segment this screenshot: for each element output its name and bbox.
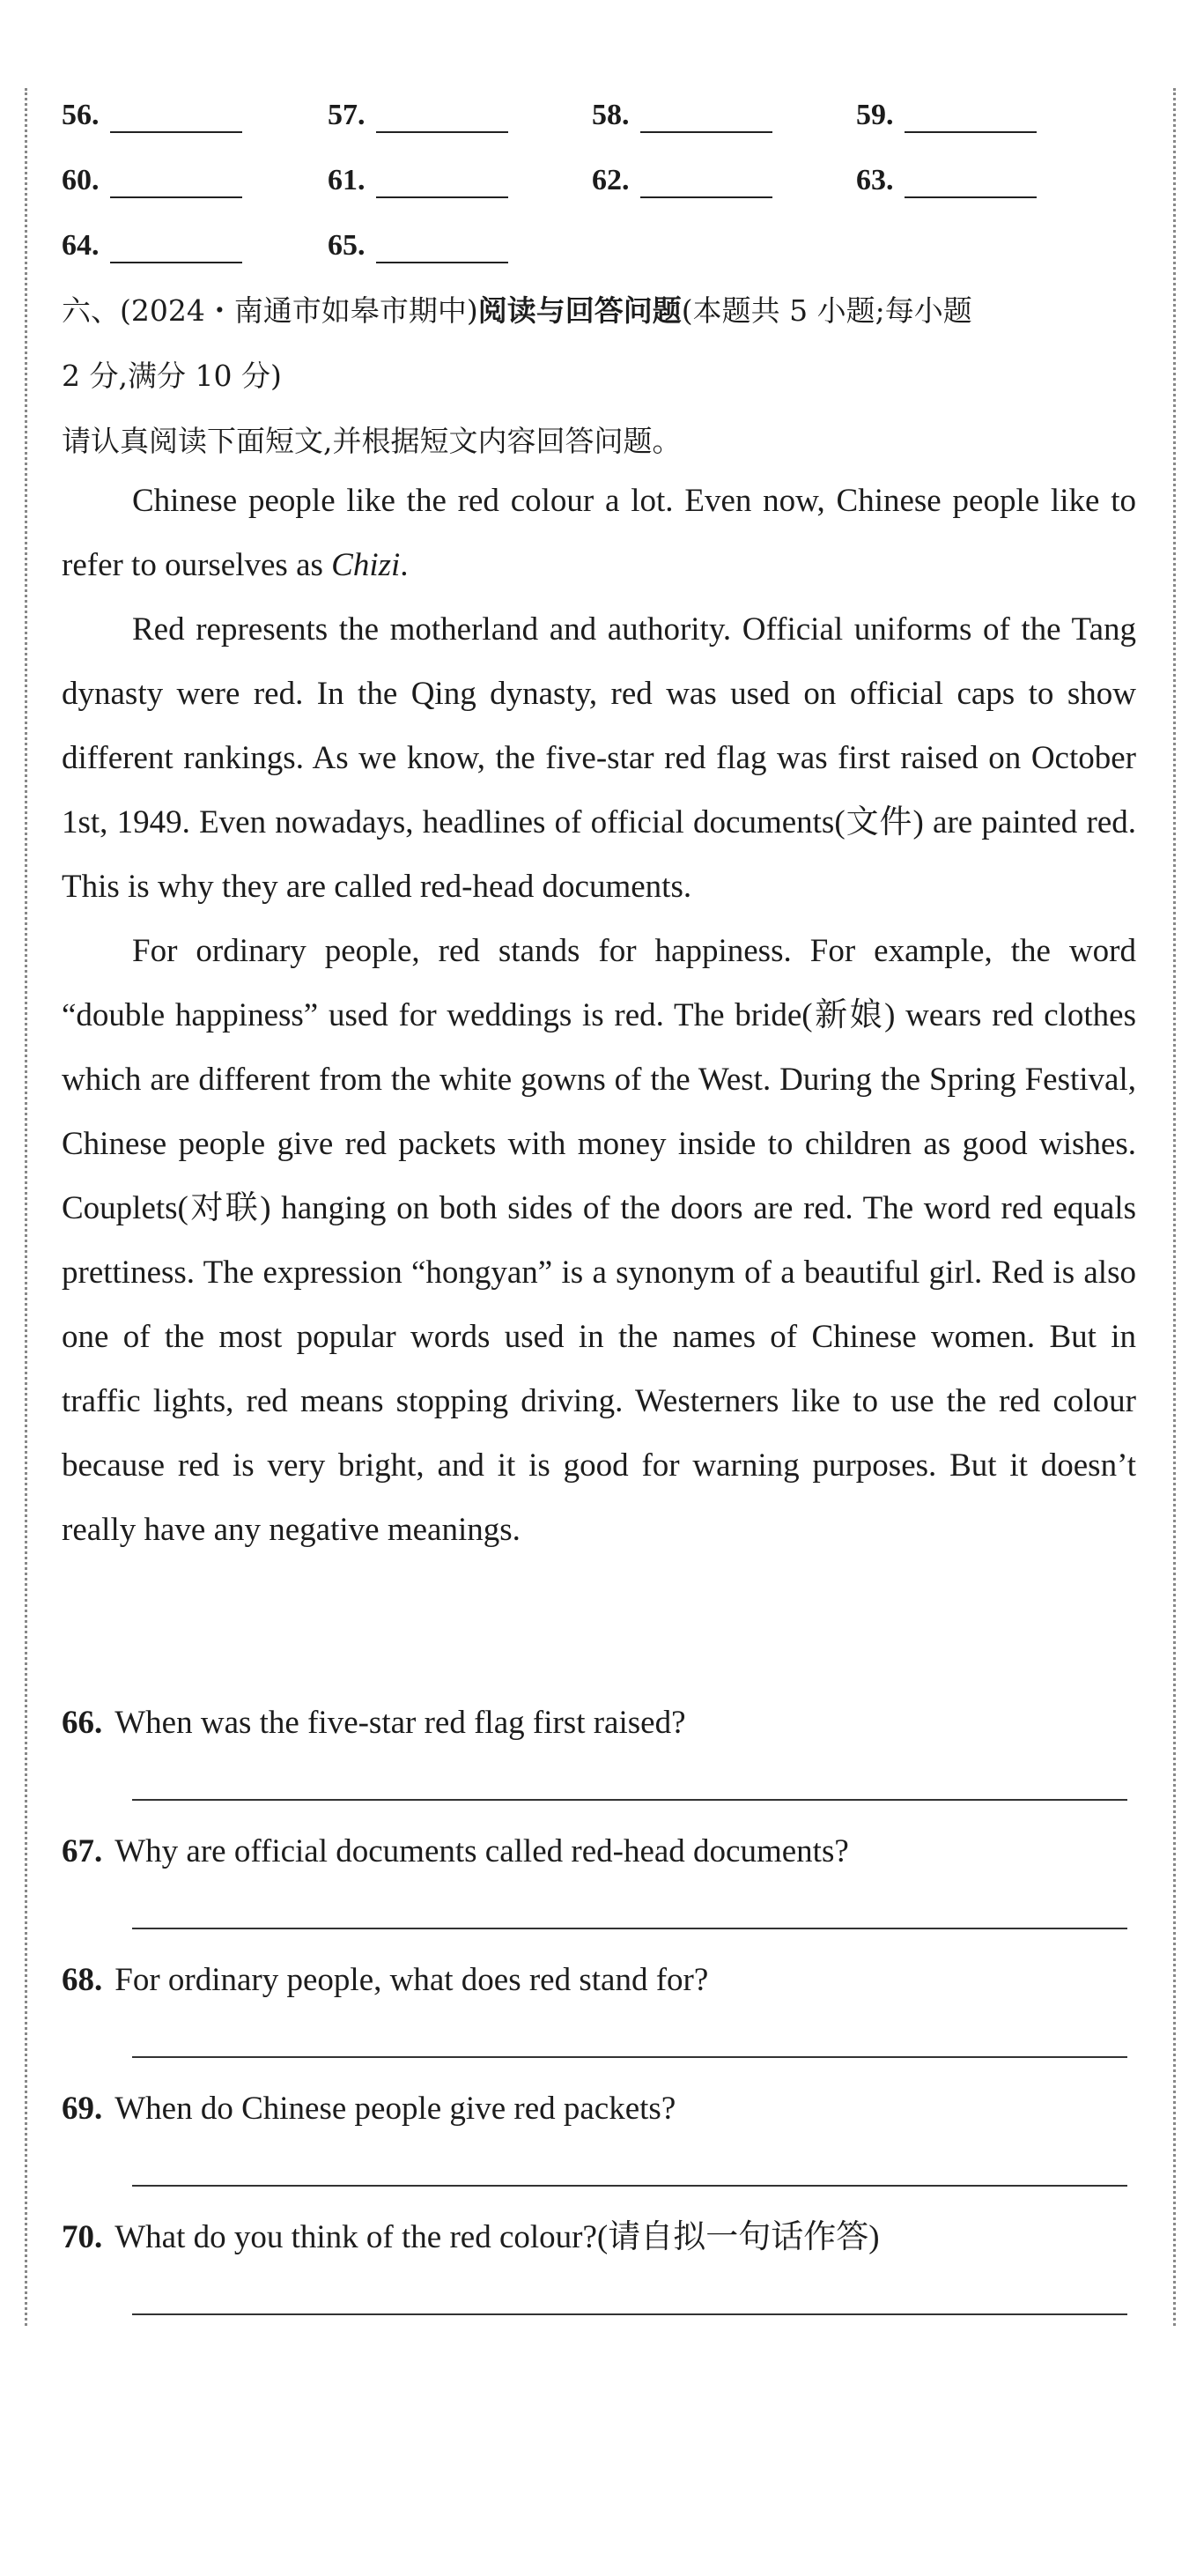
question-number: 67. [62,1833,103,1869]
blank-57[interactable] [328,93,508,137]
question-text: For ordinary people, what does red stand for? [114,1962,709,1998]
question-number: 68. [62,1962,103,1998]
blank-63[interactable] [856,159,1037,203]
paragraph-1-italic-term: Chizi [331,547,401,583]
answer-line-69[interactable] [132,2185,1127,2187]
blank-number: 58. [592,99,630,131]
blank-60[interactable] [62,159,242,203]
section-note-line2: 2 分,满分 10 分) [62,359,282,393]
blank-number: 65. [328,229,366,262]
question-number: 70. [62,2219,103,2255]
question-68 [62,1954,1154,2007]
blank-number: 62. [592,164,630,196]
answer-line-70[interactable] [132,2313,1127,2315]
blank-line[interactable] [110,167,242,198]
blank-number: 64. [62,229,100,262]
blank-line[interactable] [905,167,1037,198]
blank-number: 61. [328,164,366,196]
blank-number: 59. [856,99,894,131]
reading-passage [62,469,1136,1562]
blank-61[interactable] [328,159,508,203]
question-text: What do you think of the red colour?(请自拟一句话作答) [114,2219,880,2255]
section-instruction: 请认真阅读下面短文,并根据短文内容回答问题。 [62,424,682,458]
question-text: When was the five-star red flag first raised? [114,1705,686,1741]
answer-line-66[interactable] [132,1799,1127,1801]
blank-line[interactable] [640,101,772,133]
blank-line[interactable] [376,101,508,133]
question-number: 66. [62,1705,103,1741]
blank-line[interactable] [905,101,1037,133]
binding-margin-right [1173,88,1176,2326]
passage-paragraph-2: Red represents the motherland and authority. Official uniforms of the Tang dynasty were red. In the Qing dynasty, red was used on official caps to show different rankings. As we know, the five-star red flag was first raised on October 1st, 1949. Even nowadays, headlines of official documents(文件) are painted red. This is why they are called red-head documents. [62,611,1136,905]
blank-row-3 [62,224,1154,268]
blank-58[interactable] [592,93,772,137]
blank-line[interactable] [376,232,508,263]
section-heading [62,278,1154,409]
blank-line[interactable] [640,167,772,198]
blank-56[interactable] [62,93,242,137]
question-67 [62,1825,1154,1878]
question-text: Why are official documents called red-head documents? [114,1833,849,1869]
blank-65[interactable] [328,224,508,268]
answer-line-68[interactable] [132,2056,1127,2058]
question-69 [62,2083,1154,2136]
section-prefix: 六、(2024・南通市如皋市期中) [62,293,478,328]
paragraph-1-text: Chinese people like the red colour a lot. Even now, Chinese people like to refer to ourselves as [62,483,1136,583]
passage-paragraph-1 [62,469,1136,597]
section-title: 阅读与回答问题 [477,293,682,328]
question-text: When do Chinese people give red packets? [114,2091,676,2127]
section-note-line1: (本题共 5 小题;每小题 [681,293,972,328]
question-66 [62,1697,1154,1750]
blank-number: 56. [62,99,100,131]
blank-64[interactable] [62,224,242,268]
blank-row-2 [62,159,1154,203]
blank-number: 57. [328,99,366,131]
binding-margin-left [25,88,27,2326]
blank-row-1 [62,93,1154,137]
blank-59[interactable] [856,93,1037,137]
question-70 [62,2211,1154,2264]
paragraph-1-end: . [400,547,409,583]
blank-62[interactable] [592,159,772,203]
answer-line-67[interactable] [132,1928,1127,1929]
blank-line[interactable] [110,101,242,133]
blank-line[interactable] [110,232,242,263]
blank-number: 60. [62,164,100,196]
blank-number: 63. [856,164,894,196]
question-number: 69. [62,2091,103,2127]
blank-line[interactable] [376,167,508,198]
passage-paragraph-3: For ordinary people, red stands for happiness. For example, the word “double happiness” used for weddings is red. The bride(新娘) wears red clothes which are different from the white gowns of the West. During the Spring Festival, Chinese people give red packets with money inside to children as good wishes. Couplets(对联) hanging on both sides of the doors are red. The word red equals prettiness. The expression “hongyan” is a synonym of a beautiful girl. Red is also one of the most popular words used in the names of Chinese women. But in traffic lights, red means stopping driving. Westerners like to use the red colour because red is very bright, and it is good for warning purposes. But it doesn’t really have any negative meanings. [62,933,1136,1548]
